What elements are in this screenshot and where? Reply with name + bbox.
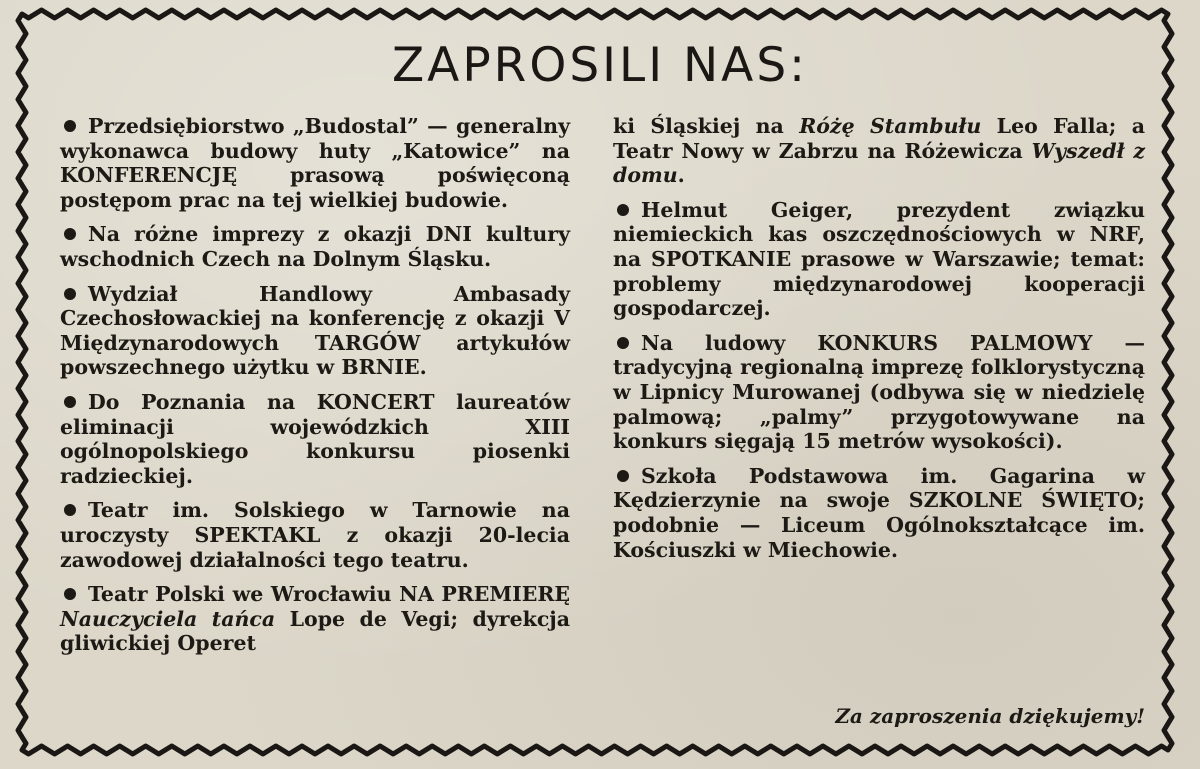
news-item — [613, 198, 1145, 321]
item-text: Wydział Handlowy Ambasady Czechosłowackiej na konferencję z okazji V Międzynarodowych TARGÓW artykułów powszechnego użytku w BRNIE. — [60, 281, 570, 380]
bullet-icon — [613, 198, 641, 223]
bullet-icon — [60, 282, 88, 307]
closing-note: Za zaproszenia dziękujemy! — [835, 704, 1145, 728]
item-text: Do Poznania na KONCERT laureatów eliminacji wojewódzkich XIII ogólnopolskiego konkursu piosenki radzieckiej. — [60, 389, 570, 488]
item-text: Teatr im. Solskiego w Tarnowie na uroczysty SPEKTAKL z okazji 20-lecia zawodowej działalności tego teatru. — [60, 498, 570, 572]
item-text: Teatr Polski we Wrocławiu NA PREMIERĘ — [88, 582, 570, 607]
item-text: Lope de Vegi; dyrekcja gliwickiej Operet — [60, 606, 570, 656]
news-item — [60, 498, 570, 572]
item-text: . — [677, 163, 685, 188]
bullet-icon — [60, 498, 88, 523]
right-column — [613, 114, 1145, 572]
item-text: Leo Falla; a Teatr Nowy w Zabrzu na Różewicza — [613, 114, 1145, 163]
bullet-icon — [60, 222, 88, 247]
bullet-icon — [60, 390, 88, 415]
bullet-icon — [60, 582, 88, 607]
news-item — [613, 464, 1145, 562]
news-item — [613, 114, 1145, 188]
item-text: Na różne imprezy z okazji DNI kultury wschodnich Czech na Dolnym Śląsku. — [60, 222, 570, 271]
bullet-icon — [613, 464, 641, 489]
page-title: ZAPROSILI NAS: — [391, 38, 808, 93]
italic-title: Wyszedł z domu — [613, 138, 1145, 188]
bullet-icon — [613, 331, 641, 356]
item-text: Na ludowy KONKURS PALMOWY — tradycyjną regionalną imprezę folklorystyczną w Lipnicy Murowanej (odbywa się w niedzielę palmową; „palmy” przygotowywane na konkurs sięgają 15 metrów wysokości). — [613, 330, 1145, 454]
news-item — [60, 582, 570, 656]
item-text: Szkoła Podstawowa im. Gagarina w Kędzierzynie na swoje SZKOLNE ŚWIĘTO; podobnie — Liceum Ogólnokształcące im. Kościuszki w Miechowie. — [613, 463, 1145, 562]
item-text: Przedsiębiorstwo „Budostal” — generalny wykonawca budowy huty „Katowice” na KONFERENCJĘ prasową poświęconą postępom prac na tej wielkiej budowie. — [60, 114, 570, 212]
bullet-icon — [60, 114, 88, 139]
news-item — [60, 282, 570, 380]
news-item — [613, 331, 1145, 454]
italic-title: Nauczyciela tańca — [60, 606, 276, 631]
news-item — [60, 114, 570, 212]
news-item — [60, 222, 570, 271]
italic-title: Różę Stambułu — [799, 114, 982, 138]
item-text: Helmut Geiger, prezydent związku niemieckich kas oszczędnościowych w NRF, na SPOTKANIE prasowe w Warszawie; temat: problemy międzynarodowej kooperacji gospodarczej. — [613, 197, 1145, 321]
left-column — [60, 114, 570, 666]
item-text: ki Śląskiej na — [613, 114, 800, 138]
news-item — [60, 390, 570, 488]
